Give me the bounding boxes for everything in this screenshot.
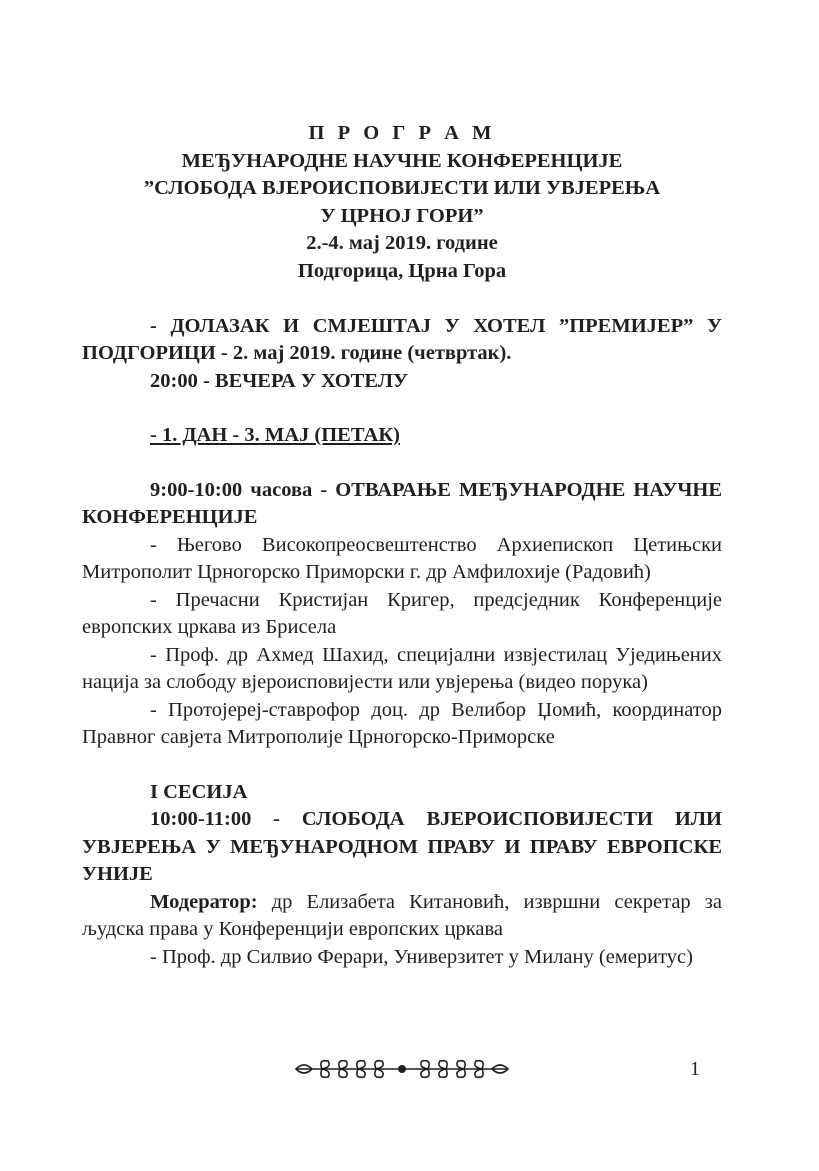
spacer [82, 450, 722, 477]
spacer [82, 395, 722, 422]
conference-title: МЕЂУНАРОДНЕ НАУЧНЕ КОНФЕРЕНЦИЈЕ [181, 149, 623, 172]
leaf-vine-ornament-icon [292, 1055, 512, 1083]
page-number: 1 [690, 1058, 700, 1080]
speaker-item: - Пречасни Кристијан Кригер, предсједник Конференције европских цркава из Брисела [82, 588, 722, 639]
session1-label: I СЕСИЈА [150, 780, 248, 803]
spacer [82, 752, 722, 779]
conference-location: Подгорица, Црна Гора [297, 259, 507, 282]
arrival-paragraph: - ДОЛАЗАК И СМЈЕШТАЈ У ХОТЕЛ ”ПРЕМИЈЕР” У ПОДГОРИЦИ - 2. мај 2019. године (четвртак). [82, 314, 722, 365]
moderator-label: Модератор: [150, 890, 258, 913]
speaker-item: - Протојереј-ставрофор доц. др Велибор Џомић, координатор Правног савјета Митрополије Црногорско-Приморске [82, 698, 722, 749]
speaker-item: - Проф. др Силвио Ферари, Универзитет у Милану (емеритус) [150, 945, 693, 968]
spacer [82, 286, 722, 313]
conference-dates: 2.-4. мај 2019. године [306, 232, 498, 255]
speaker-item: - Проф. др Ахмед Шахид, специјални извјестилац Уједињених нација за слободу вјероисповијести или увјерења (видео порука) [82, 643, 722, 694]
program-title: П Р О Г Р А М [308, 122, 496, 144]
moderator-paragraph [82, 889, 722, 944]
session1-title: 10:00-11:00 - СЛОБОДА ВЈЕРОИСПОВИЈЕСТИ ИЛИ УВЈЕРЕЊА У МЕЂУНАРОДНОМ ПРАВУ И ПРАВУ ЕВРОПСКЕ УНИЈЕ [82, 808, 722, 886]
opening-session-title: 9:00-10:00 часова - ОТВАРАЊЕ МЕЂУНАРОДНЕ НАУЧНЕ КОНФЕРЕНЦИЈЕ [82, 478, 722, 529]
conference-subtitle-line2: У ЦРНОЈ ГОРИ” [320, 204, 484, 227]
speaker-item: - Његово Високопреосвештенство Архиепископ Цетињски Митрополит Црногорско Приморски г. др Амфилохије (Радовић) [82, 533, 722, 584]
moderator-text: др Елизабета Китановић, извршни секретар за људска права у Конференцији европских цркава [82, 890, 722, 941]
day1-heading: - 1. ДАН - 3. МАЈ (ПЕТАК) [150, 424, 401, 447]
dinner-line: 20:00 - ВЕЧЕРА У ХОТЕЛУ [150, 369, 409, 392]
conference-subtitle-line1: ”СЛОБОДА ВЈЕРОИСПОВИЈЕСТИ ИЛИ УВЈЕРЕЊА [143, 177, 661, 200]
day1-heading-paragraph [82, 422, 722, 450]
program-title-block [82, 120, 722, 286]
page-content [82, 120, 722, 971]
